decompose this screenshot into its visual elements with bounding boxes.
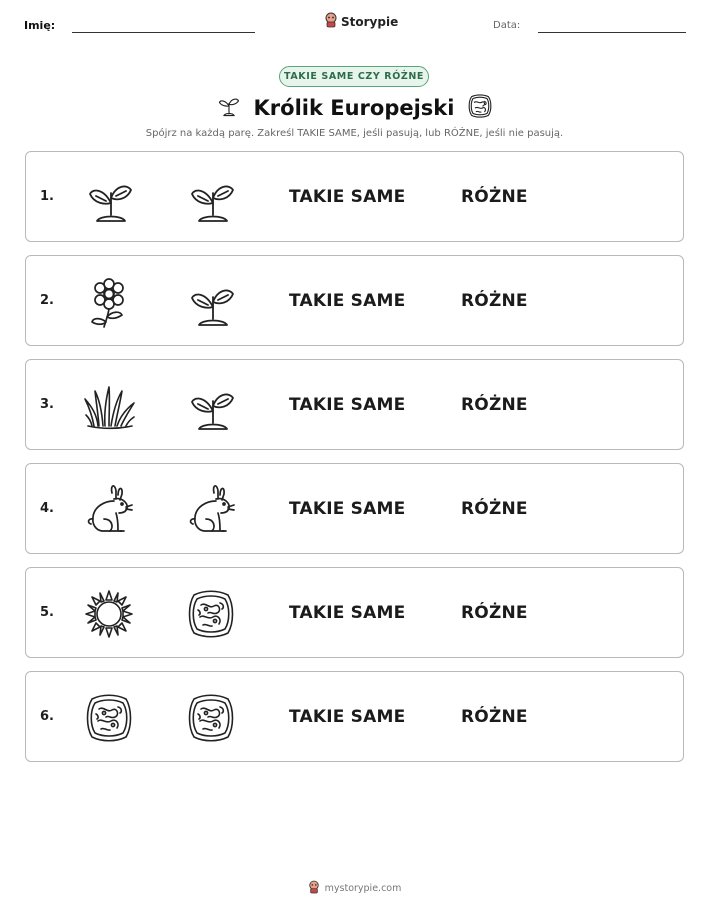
same-option[interactable]: TAKIE SAME [289,499,406,519]
sun-icon [82,587,136,641]
row-number: 6. [40,709,54,724]
sprout-icon [216,93,242,123]
burrow-icon [466,92,494,124]
sprout-icon [184,275,238,329]
pair-row-6 [25,671,684,762]
page-title: Królik Europejski [253,96,455,120]
different-option[interactable]: RÓŻNE [461,603,528,623]
pair-row-1 [25,151,684,242]
sprout-icon [184,171,238,225]
same-option[interactable]: TAKIE SAME [289,603,406,623]
rabbit-icon [82,483,136,537]
same-option[interactable]: TAKIE SAME [289,707,406,727]
pair-row-4 [25,463,684,554]
different-option[interactable]: RÓŻNE [461,499,528,519]
different-option[interactable]: RÓŻNE [461,395,528,415]
storypie-logo-icon [308,880,320,897]
burrow-icon [184,691,238,745]
footer-url[interactable]: mystorypie.com [324,882,402,894]
pair-row-5 [25,567,684,658]
name-line[interactable] [72,32,255,33]
footer [0,880,709,896]
different-option[interactable]: RÓŻNE [461,291,528,311]
same-option[interactable]: TAKIE SAME [289,395,406,415]
same-option[interactable]: TAKIE SAME [289,291,406,311]
title-row [200,92,510,124]
brand-name: Storypie [341,15,399,29]
burrow-icon [82,691,136,745]
brand [324,13,398,31]
row-number: 1. [40,189,54,204]
date-line[interactable] [538,32,686,33]
date-label: Data: [493,20,521,31]
sprout-icon [184,379,238,433]
sprout-icon [82,171,136,225]
rabbit-icon [184,483,238,537]
worksheet-type-badge: TAKIE SAME CZY RÓŻNE [279,66,429,87]
grass-icon [82,379,136,433]
different-option[interactable]: RÓŻNE [461,707,528,727]
storypie-logo-icon [324,12,338,32]
instructions: Spójrz na każdą parę. Zakreśl TAKIE SAME, jeśli pasują, lub RÓŻNE, jeśli nie pasują. [145,128,564,139]
row-number: 5. [40,605,54,620]
name-label: Imię: [24,19,56,32]
pair-row-3 [25,359,684,450]
row-number: 3. [40,397,54,412]
flower-icon [82,275,136,329]
burrow-icon [184,587,238,641]
different-option[interactable]: RÓŻNE [461,187,528,207]
same-option[interactable]: TAKIE SAME [289,187,406,207]
pair-row-2 [25,255,684,346]
row-number: 2. [40,293,54,308]
row-number: 4. [40,501,54,516]
